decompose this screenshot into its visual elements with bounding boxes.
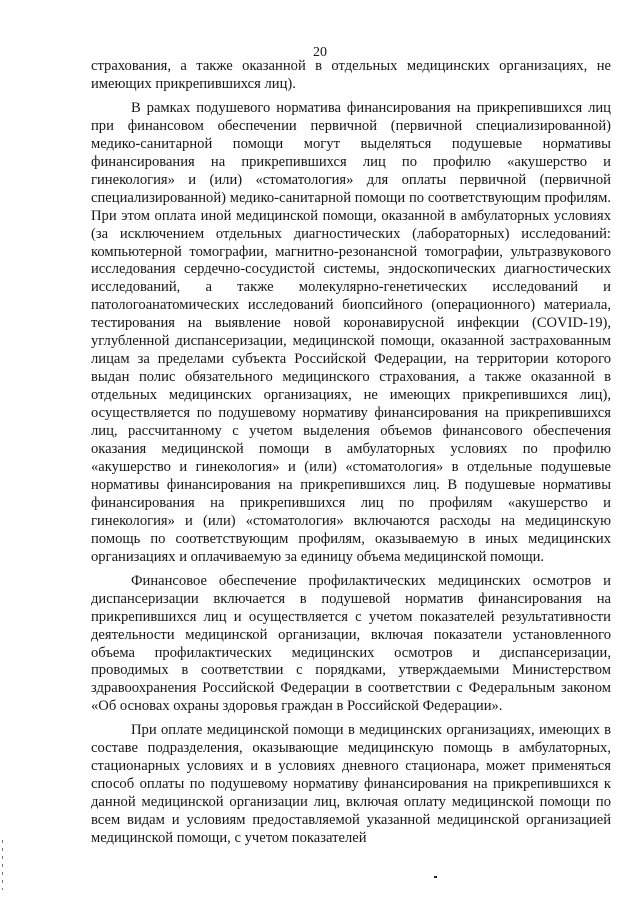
paragraph-payment-method: При оплате медицинской помощи в медицинских организациях, имеющих в составе подразделения, оказывающие медицинскую помощь в амбулаторных, стационарных условиях и в условиях дневного стационара, может применяться способ оплаты по подушевому нормативу финансирования на прикрепившихся к данной медицинской организации лиц, включая оплату медицинской помощи по всем видам и условиям предоставляемой указанной медицинской организацией медицинской помощи, с учетом показателей: [91, 722, 611, 847]
document-body: [91, 58, 611, 848]
paragraph-preventive-exams: Финансовое обеспечение профилактических медицинских осмотров и диспансеризации включается в подушевой норматив финансирования на прикрепившихся лиц и осуществляется с учетом показателей результативности деятельности медицинской организации, включая показатели установленного объема профилактических медицинских осмотров и диспансеризации, проводимых в соответствии с порядками, утверждаемыми Министерством здравоохранения Российской Федерации в соответствии с Федеральным законом «Об основах охраны здоровья граждан в Российской Федерации».: [91, 572, 611, 715]
paragraph-continuation: страхования, а также оказанной в отдельных медицинских организациях, не имеющих прикрепившихся лиц).: [91, 58, 611, 92]
scan-dot-mark: [434, 876, 437, 878]
paragraph-per-capita-norm: В рамках подушевого норматива финансирования на прикрепившихся лиц при финансовом обеспечении первичной (первичной специализированной) медико-санитарной помощи могут выделяться подушевые нормативы финансирования на прикрепившихся лиц по профилю «акушерство и гинекология» и (или) «стоматология» для оплаты первичной (первичной специализированной) медико-санитарной помощи по соответствующим профилям. При этом оплата иной медицинской помощи, оказанной в амбулаторных условиях (за исключением отдельных диагностических (лабораторных) исследований: компьютерной томографии, магнитно-резонансной томографии, ультразвукового исследования сердечно-сосудистой системы, эндоскопических диагностических исследований, а также молекулярно-генетических исследований и патологоанатомических исследований биопсийного (операционного) материала, тестирования на выявление новой коронавирусной инфекции (COVID-19), углубленной диспансеризации, медицинской помощи, оказанной застрахованным лицам за пределами субъекта Российской Федерации, на территории которого выдан полис обязательного медицинского страхования, а также оказанной в отдельных медицинских организациях, не имеющих прикрепившихся лиц), осуществляется по подушевому нормативу финансирования на прикрепившихся лиц, рассчитанному с учетом выделения объемов финансового обеспечения оказания медицинской помощи в амбулаторных условиях по профилю «акушерство и гинекология» и (или) «стоматология» в отдельные подушевые нормативы финансирования на прикрепившихся лиц. В подушевые нормативы финансирования на прикрепившихся лиц по профилям «акушерство и гинекология» и (или) «стоматология» включаются расходы на медицинскую помощь по соответствующим профилям, оказываемую в иных медицинских организациях и оплачиваемую за единицу объема медицинской помощи.: [91, 99, 611, 565]
page-number: 20: [313, 45, 327, 60]
scan-edge-mark: [2, 840, 3, 890]
